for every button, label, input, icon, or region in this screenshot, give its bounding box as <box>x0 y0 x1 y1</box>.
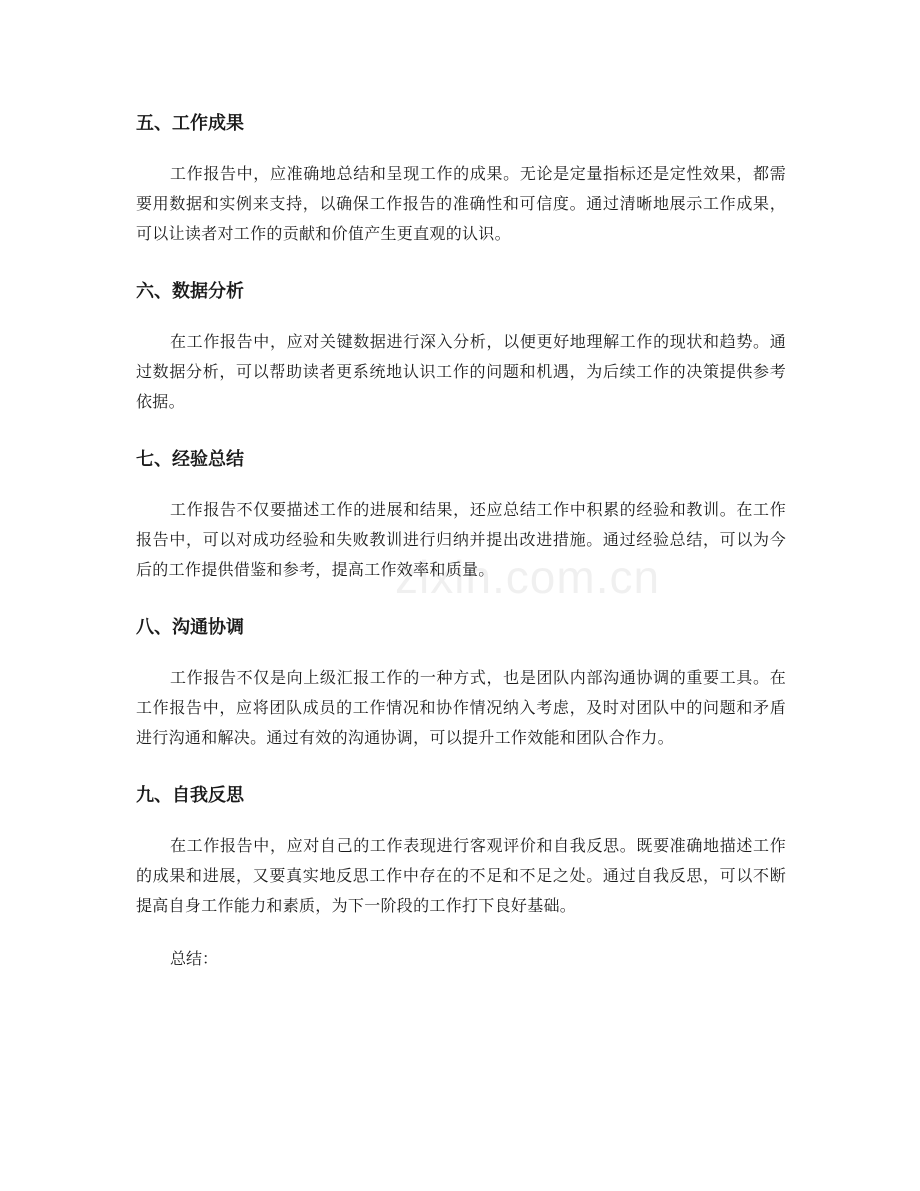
section-paragraph: 工作报告中，应准确地总结和呈现工作的成果。无论是定量指标还是定性效果，都需要用数据和实例来支持，以确保工作报告的准确性和可信度。通过清晰地展示工作成果，可以让读者对工作的贡献和价值产生更直观的认识。 <box>136 164 786 243</box>
section-work-results <box>136 104 786 249</box>
section-heading: 七、经验总结 <box>136 449 244 470</box>
section-heading: 六、数据分析 <box>136 281 244 302</box>
section-data-analysis <box>136 272 786 417</box>
section-heading: 九、自我反思 <box>136 785 244 806</box>
document-content <box>136 104 786 974</box>
section-experience-summary <box>136 440 786 585</box>
section-paragraph: 在工作报告中，应对关键数据进行深入分析，以便更好地理解工作的现状和趋势。通过数据分析，可以帮助读者更系统地认识工作的问题和机遇，为后续工作的决策提供参考依据。 <box>136 332 786 411</box>
section-paragraph: 在工作报告中，应对自己的工作表现进行客观评价和自我反思。既要准确地描述工作的成果和进展，又要真实地反思工作中存在的不足和不足之处。通过自我反思，可以不断提高自身工作能力和素质，为下一阶段的工作打下良好基础。 <box>136 836 786 915</box>
section-communication <box>136 608 786 753</box>
section-heading: 八、沟通协调 <box>136 617 244 638</box>
watermark: zixin.com.cn <box>395 551 661 603</box>
section-paragraph: 工作报告不仅要描述工作的进展和结果，还应总结工作中积累的经验和教训。在工作报告中，可以对成功经验和失败教训进行归纳并提出改进措施。通过经验总结，可以为今后的工作提供借鉴和参考，提高工作效率和质量。 <box>136 500 786 579</box>
section-heading: 五、工作成果 <box>136 113 244 134</box>
section-self-reflection <box>136 776 786 921</box>
section-paragraph: 工作报告不仅是向上级汇报工作的一种方式，也是团队内部沟通协调的重要工具。在工作报告中，应将团队成员的工作情况和协作情况纳入考虑，及时对团队中的问题和矛盾进行沟通和解决。通过有效的沟通协调，可以提升工作效能和团队合作力。 <box>136 668 786 747</box>
summary-label: 总结： <box>170 949 219 968</box>
